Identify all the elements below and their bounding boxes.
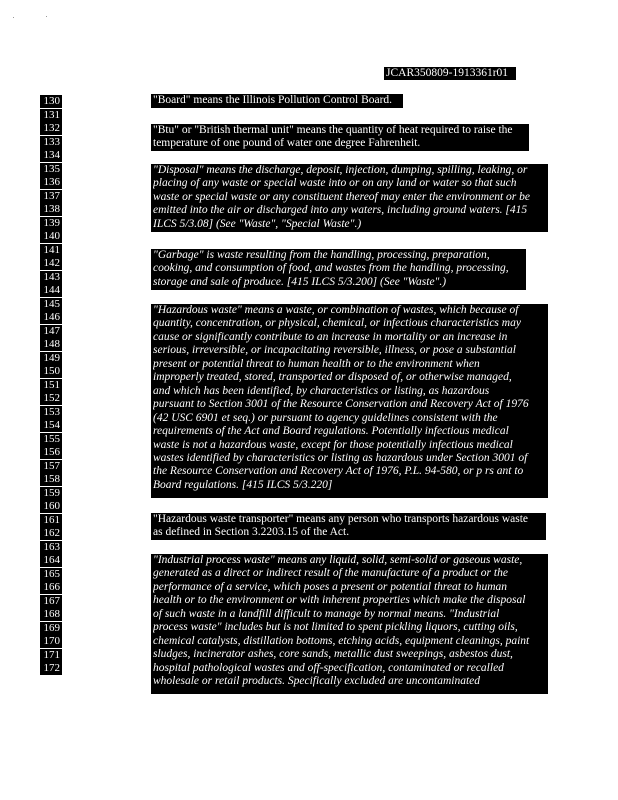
definition-line: health or to the environment or with inherent properties which make the disposal bbox=[153, 594, 526, 607]
definition-line: "Btu" or "British thermal unit" means the quantity of heat required to raise the bbox=[153, 124, 513, 136]
definition-line: cause or significantly contribute to an increase in mortality or an increase in bbox=[153, 330, 508, 343]
definition-line: "Industrial process waste" means any liquid, solid, semi-solid or gaseous waste, bbox=[153, 554, 523, 566]
line-number: 154 bbox=[40, 419, 62, 432]
line-number: 133 bbox=[40, 136, 62, 149]
definition-line: wastes identified by characteristics or listing as hazardous under Section 3001 of bbox=[153, 451, 528, 464]
line-number: 143 bbox=[40, 271, 62, 284]
line-number: 157 bbox=[40, 460, 62, 473]
line-number: 155 bbox=[40, 433, 62, 446]
definition-line: of such waste in a landfill difficult to manage by normal means. "Industrial bbox=[153, 607, 500, 620]
definition-line: temperature of one pound of water one degree Fahrenheit. bbox=[153, 137, 421, 150]
definition-line: the Resource Conservation and Recovery Act of 1976, P.L. 94-580, or p rs ant to bbox=[153, 465, 524, 478]
definition-line: present or potential threat to human health or to the environment when bbox=[153, 357, 480, 370]
definition-line: quantity, concentration, or physical, chemical, or infectious characteristics may bbox=[153, 317, 521, 330]
line-number: 153 bbox=[40, 406, 62, 419]
definition-line: storage and sale of produce. [415 ILCS 5/3.200] (See "Waste".) bbox=[153, 275, 447, 288]
line-number: 135 bbox=[40, 163, 62, 176]
definition-hazardous-waste bbox=[151, 304, 548, 498]
line-number: 149 bbox=[40, 352, 62, 365]
line-number: 172 bbox=[40, 662, 62, 675]
line-number: 137 bbox=[40, 190, 62, 203]
definition-line: "Garbage" is waste resulting from the handling, processing, preparation, bbox=[153, 249, 490, 261]
definition-btu bbox=[151, 124, 529, 151]
definition-line: placing of any waste or special waste into or on any land or water so that such bbox=[153, 177, 517, 190]
definition-hazardous-waste-transporter bbox=[151, 513, 546, 540]
definition-line: performance of a service, which poses a present or potential threat to human bbox=[153, 580, 508, 593]
line-number: 140 bbox=[40, 230, 62, 243]
line-number: 132 bbox=[40, 122, 62, 135]
definition-line: emitted into the air or discharged into any waters, including ground waters. [415 bbox=[153, 204, 528, 217]
line-number: 136 bbox=[40, 176, 62, 189]
definition-line: ILCS 5/3.08] (See "Waste", "Special Waste".) bbox=[153, 217, 362, 230]
definition-line: "Board" means the Illinois Pollution Control Board. bbox=[153, 94, 393, 106]
line-number: 139 bbox=[40, 217, 62, 230]
line-number: 130 bbox=[40, 95, 62, 108]
definition-line: sludges, incinerator ashes, core sands, metallic dust sweepings, asbestos dust, bbox=[153, 648, 513, 661]
definition-line: pursuant to Section 3001 of the Resource Conservation and Recovery Act of 1976 bbox=[153, 398, 529, 411]
line-number: 144 bbox=[40, 284, 62, 297]
line-number: 151 bbox=[40, 379, 62, 392]
line-number: 150 bbox=[40, 365, 62, 378]
definition-line: (42 USC 6901 et seq.) or pursuant to agency guidelines consistent with the bbox=[153, 411, 498, 424]
line-number: 164 bbox=[40, 554, 62, 567]
line-number: 147 bbox=[40, 325, 62, 338]
definition-garbage bbox=[151, 249, 526, 290]
definition-line: Board regulations. [415 ILCS 5/3.220] bbox=[153, 478, 333, 491]
definition-line: generated as a direct or indirect result of the manufacture of a product or the bbox=[153, 567, 508, 580]
definition-line: serious, irreversible, or incapacitating reversible, illness, or pose a substantial bbox=[153, 344, 516, 357]
line-number: 145 bbox=[40, 298, 62, 311]
line-number: 160 bbox=[40, 500, 62, 513]
scan-speck bbox=[46, 16, 47, 17]
line-number: 134 bbox=[40, 149, 62, 162]
definition-line: waste or special waste or any constituent thereof may enter the environment or be bbox=[153, 190, 530, 203]
line-number: 161 bbox=[40, 514, 62, 527]
line-number: 156 bbox=[40, 446, 62, 459]
line-number: 152 bbox=[40, 392, 62, 405]
scan-speck bbox=[13, 17, 14, 18]
definition-line: requirements of the Act and Board regulations. Potentially infectious medical bbox=[153, 425, 509, 438]
definition-line: hospital pathological wastes and off-specification, contaminated or recalled bbox=[153, 661, 504, 674]
definition-line: cooking, and consumption of food, and wastes from the handling, processing, bbox=[153, 262, 509, 275]
definition-line: waste is not a hazardous waste, except for those potentially infectious medical bbox=[153, 438, 513, 451]
definition-line: as defined in Section 3.2203.15 of the Act. bbox=[153, 526, 350, 539]
definition-line: process waste" includes but is not limited to spent pickling liquors, cutting oils, bbox=[153, 621, 518, 634]
line-number: 162 bbox=[40, 527, 62, 540]
line-number: 159 bbox=[40, 487, 62, 500]
line-number: 166 bbox=[40, 581, 62, 594]
definition-line: wholesale or retail products. Specifically excluded are uncontaminated bbox=[153, 675, 481, 688]
line-number: 163 bbox=[40, 541, 62, 554]
line-number: 141 bbox=[40, 244, 62, 257]
definition-line: "Hazardous waste" means a waste, or combination of wastes, which because of bbox=[153, 304, 519, 316]
line-number: 146 bbox=[40, 311, 62, 324]
line-number: 138 bbox=[40, 203, 62, 216]
line-number: 167 bbox=[40, 595, 62, 608]
line-number: 148 bbox=[40, 338, 62, 351]
definition-line: "Hazardous waste transporter" means any person who transports hazardous waste bbox=[153, 513, 529, 525]
line-number: 131 bbox=[40, 109, 62, 122]
line-number: 142 bbox=[40, 257, 62, 270]
definition-disposal bbox=[151, 164, 548, 232]
line-number: 168 bbox=[40, 608, 62, 621]
document-id: JCAR350809-1913361r01 bbox=[384, 67, 516, 80]
line-number: 165 bbox=[40, 568, 62, 581]
definition-board bbox=[151, 94, 403, 108]
line-number: 170 bbox=[40, 635, 62, 648]
line-number: 171 bbox=[40, 649, 62, 662]
definition-line: and which has been identified, by characteristics or listing, as hazardous bbox=[153, 384, 490, 397]
definition-line: improperly treated, stored, transported or disposed of, or otherwise managed, bbox=[153, 371, 512, 384]
line-number: 158 bbox=[40, 473, 62, 486]
definition-line: "Disposal" means the discharge, deposit, injection, dumping, spilling, leaking, or bbox=[153, 164, 528, 176]
definition-line: chemical catalysts, distillation bottoms, etching acids, equipment cleanings, paint bbox=[153, 634, 530, 647]
definition-industrial-process-waste bbox=[151, 554, 548, 694]
line-number: 169 bbox=[40, 622, 62, 635]
